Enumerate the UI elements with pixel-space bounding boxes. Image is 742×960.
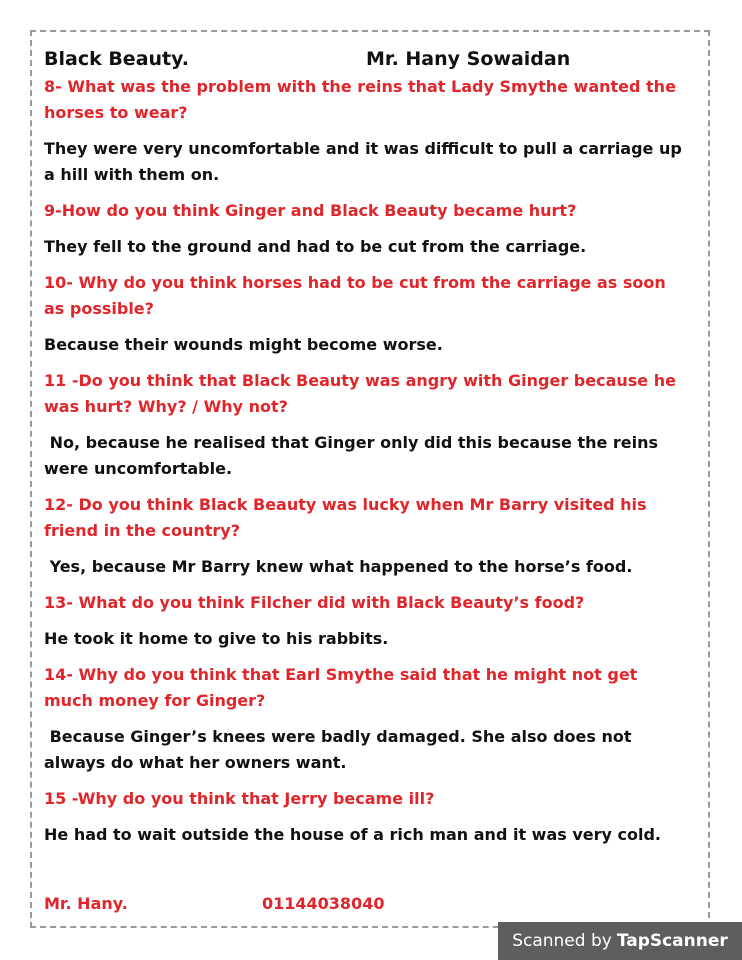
answer-line: always do what her owners want.	[44, 753, 347, 772]
watermark-brand: TapScanner	[616, 931, 728, 951]
spacer	[44, 776, 704, 786]
question-line: friend in the country?	[44, 521, 241, 540]
answer-line: They were very uncomfortable and it was difficult to pull a carriage up	[44, 139, 682, 158]
answer-line: a hill with them on.	[44, 165, 220, 184]
question-line: as possible?	[44, 299, 154, 318]
spacer	[44, 714, 704, 724]
answer-line: Yes, because Mr Barry knew what happened to the horse’s food.	[44, 557, 633, 576]
watermark-prefix: Scanned by	[512, 931, 612, 951]
answer-line: No, because he realised that Ginger only did this because the reins	[44, 433, 659, 452]
qa-item	[44, 590, 704, 652]
spacer	[44, 580, 704, 590]
qa-item	[44, 368, 704, 482]
footer	[44, 894, 644, 920]
question-line: horses to wear?	[44, 103, 188, 122]
question-line: 10- Why do you think horses had to be cut from the carriage as soon	[44, 273, 666, 292]
spacer	[44, 544, 704, 554]
qa-item	[44, 786, 704, 848]
answer-line: They fell to the ground and had to be cut from the carriage.	[44, 237, 587, 256]
question-line: 15 -Why do you think that Jerry became ill?	[44, 789, 435, 808]
qa-item	[44, 74, 704, 188]
page-title: Black Beauty.	[44, 48, 189, 70]
scanner-watermark	[498, 922, 742, 960]
answer-line: He had to wait outside the house of a rich man and it was very cold.	[44, 825, 661, 844]
spacer	[44, 224, 704, 234]
spacer	[44, 188, 704, 198]
spacer	[44, 482, 704, 492]
qa-item	[44, 662, 704, 776]
spacer	[44, 652, 704, 662]
page-header	[44, 48, 712, 74]
question-answer-list	[44, 74, 704, 848]
qa-item	[44, 270, 704, 358]
spacer	[44, 420, 704, 430]
question-line: 12- Do you think Black Beauty was lucky when Mr Barry visited his	[44, 495, 647, 514]
question-line: 9-How do you think Ginger and Black Beauty became hurt?	[44, 201, 577, 220]
answer-line: He took it home to give to his rabbits.	[44, 629, 389, 648]
question-line: 8- What was the problem with the reins that Lady Smythe wanted the	[44, 77, 676, 96]
question-line: 11 -Do you think that Black Beauty was angry with Ginger because he	[44, 371, 676, 390]
question-line: much money for Ginger?	[44, 691, 266, 710]
qa-item	[44, 492, 704, 580]
question-line: 13- What do you think Filcher did with Black Beauty’s food?	[44, 593, 585, 612]
footer-name: Mr. Hany.	[44, 894, 128, 913]
spacer	[44, 616, 704, 626]
answer-line: were uncomfortable.	[44, 459, 233, 478]
spacer	[44, 358, 704, 368]
footer-phone: 01144038040	[262, 894, 385, 913]
spacer	[44, 322, 704, 332]
spacer	[44, 812, 704, 822]
spacer	[44, 260, 704, 270]
answer-line: Because their wounds might become worse.	[44, 335, 443, 354]
author-name: Mr. Hany Sowaidan	[366, 48, 571, 70]
question-line: was hurt? Why? / Why not?	[44, 397, 288, 416]
qa-item	[44, 198, 704, 260]
question-line: 14- Why do you think that Earl Smythe said that he might not get	[44, 665, 638, 684]
spacer	[44, 126, 704, 136]
answer-line: Because Ginger’s knees were badly damaged. She also does not	[44, 727, 632, 746]
